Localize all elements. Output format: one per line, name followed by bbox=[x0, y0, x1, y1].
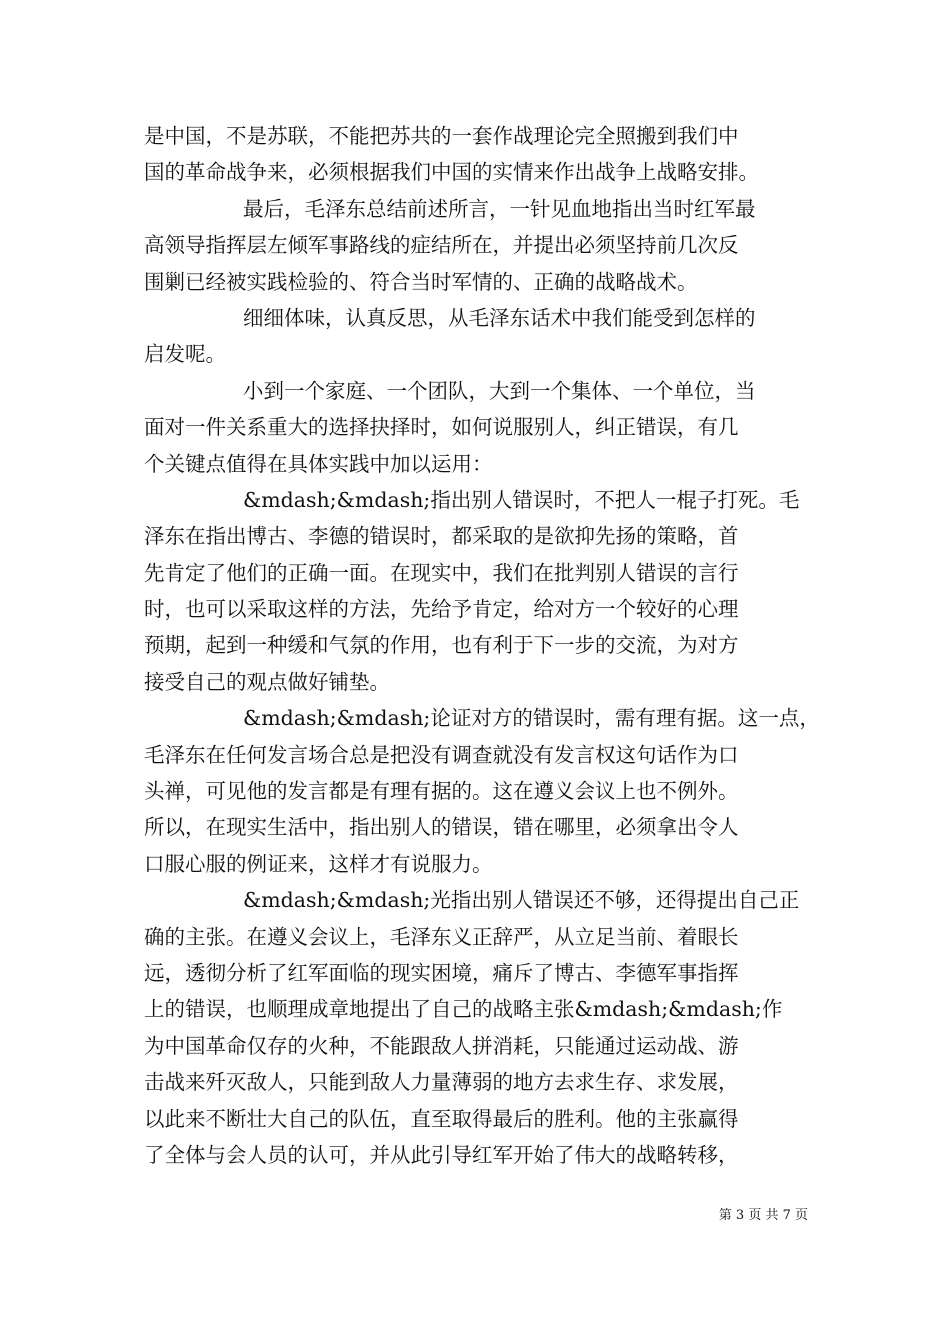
text-line: 以此来不断壮大自己的队伍，直至取得最后的胜利。他的主张赢得 bbox=[144, 1106, 739, 1131]
text-line: 毛泽东在任何发言场合总是把没有调查就没有发言权这句话作为口 bbox=[144, 742, 739, 767]
text-line: 围剿已经被实践检验的、符合当时军情的、正确的战略战术。 bbox=[144, 269, 698, 294]
text-line: 远，透彻分析了红军面临的现实困境，痛斥了博古、李德军事指挥 bbox=[144, 960, 739, 985]
text-line: 先肯定了他们的正确一面。在现实中，我们在批判别人错误的言行 bbox=[144, 560, 739, 585]
text-line: 所以，在现实生活中，指出别人的错误，错在哪里，必须拿出令人 bbox=[144, 815, 739, 840]
text-line: 预期，起到一种缓和气氛的作用，也有利于下一步的交流，为对方 bbox=[144, 633, 739, 658]
text-line: 击战来歼灭敌人，只能到敌人力量薄弱的地方去求生存、求发展， bbox=[144, 1070, 739, 1095]
text-line: 是中国，不是苏联，不能把苏共的一套作战理论完全照搬到我们中 bbox=[144, 124, 739, 148]
text-line: 口服心服的例证来，这样才有说服力。 bbox=[144, 851, 493, 876]
text-line: 时，也可以采取这样的方法，先给予肯定，给对方一个较好的心理 bbox=[144, 597, 739, 622]
text-line: &mdash;&mdash;光指出别人错误还不够，还得提出自己正 bbox=[243, 888, 800, 913]
text-line: 接受自己的观点做好铺垫。 bbox=[144, 669, 390, 694]
text-line: 个关键点值得在具体实践中加以运用： bbox=[144, 451, 493, 476]
text-line: 国的革命战争来，必须根据我们中国的实情来作出战争上战略安排。 bbox=[144, 160, 759, 185]
text-line: 上的错误，也顺理成章地提出了自己的战略主张&mdash;&mdash;作 bbox=[144, 997, 783, 1022]
text-line: 确的主张。在遵义会议上，毛泽东义正辞严，从立足当前、着眼长 bbox=[144, 924, 739, 949]
page-number-footer bbox=[719, 1207, 808, 1225]
page-number-label: 第 3 页 共 7 页 bbox=[718, 1208, 808, 1223]
text-line: 面对一件关系重大的选择抉择时，如何说服别人，纠正错误，有几 bbox=[144, 415, 739, 440]
text-line: 泽东在指出博古、李德的错误时，都采取的是欲抑先扬的策略，首 bbox=[144, 524, 739, 549]
text-line: 高领导指挥层左倾军事路线的症结所在，并提出必须坚持前几次反 bbox=[144, 233, 739, 258]
document-body bbox=[144, 118, 820, 1173]
text-line: 细细体味，认真反思，从毛泽东话术中我们能受到怎样的 bbox=[243, 305, 756, 330]
text-line: 最后，毛泽东总结前述所言，一针见血地指出当时红军最 bbox=[243, 196, 756, 221]
text-line: 启发呢。 bbox=[144, 342, 226, 367]
text-line: 头禅，可见他的发言都是有理有据的。这在遵义会议上也不例外。 bbox=[144, 779, 739, 804]
text-line: &mdash;&mdash;论证对方的错误时，需有理有据。这一点， bbox=[243, 706, 820, 731]
text-line: &mdash;&mdash;指出别人错误时，不把人一棍子打死。毛 bbox=[243, 487, 800, 512]
text-line: 为中国革命仅存的火种，不能跟敌人拼消耗，只能通过运动战、游 bbox=[144, 1033, 739, 1058]
text-line: 小到一个家庭、一个团队，大到一个集体、一个单位，当 bbox=[243, 378, 756, 403]
text-line: 了全体与会人员的认可，并从此引导红军开始了伟大的战略转移， bbox=[144, 1142, 739, 1167]
